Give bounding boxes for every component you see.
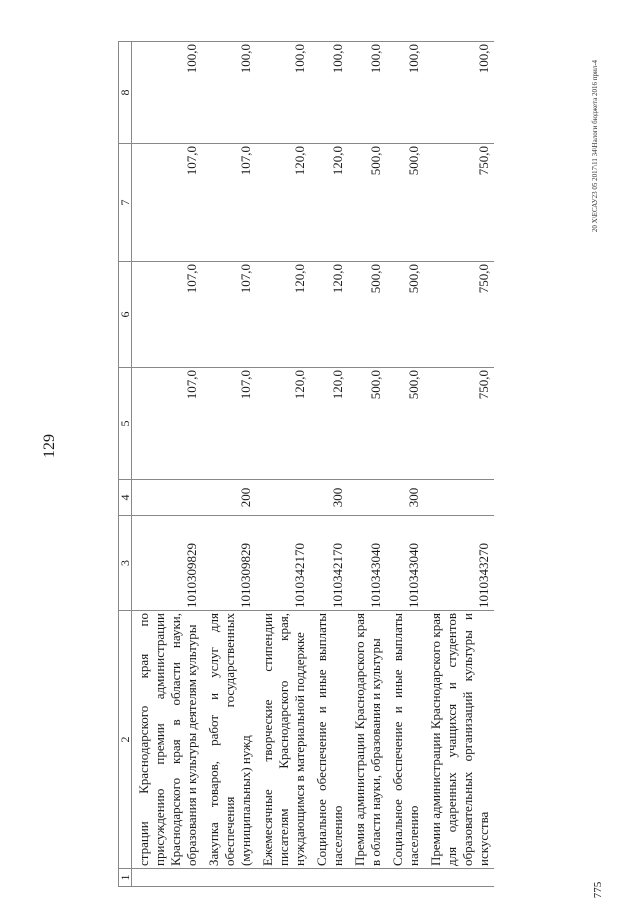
table-cell-v6: 120,0: [256, 262, 310, 368]
table-cell-vr: 300: [386, 480, 424, 516]
column-header: 5: [119, 368, 132, 480]
column-header: 1: [119, 869, 132, 887]
table-cell-vr: 300: [310, 480, 348, 516]
table-cell-v7: 500,0: [386, 144, 424, 262]
table-cell-vr: [424, 480, 494, 516]
column-header: 8: [119, 42, 132, 144]
budget-table-container: [118, 42, 543, 887]
table-cell-c1: [256, 869, 310, 887]
table-cell-v8: 100,0: [256, 42, 310, 144]
table-cell-v8: 100,0: [386, 42, 424, 144]
table-cell-code: 1010342170: [310, 516, 348, 611]
table-cell-c1: [202, 869, 256, 887]
table-cell-name: Закупка товаров, работ и услуг для обеспечения государственных (муниципальных) нужд: [202, 611, 256, 869]
table-cell-v5: 500,0: [348, 368, 386, 480]
table-cell-vr: [348, 480, 386, 516]
table-cell-v6: 107,0: [202, 262, 256, 368]
page-number: 129: [41, 434, 58, 458]
table-cell-v8: 100,0: [202, 42, 256, 144]
table-cell-v5: 750,0: [424, 368, 494, 480]
table-cell-vr: 200: [202, 480, 256, 516]
table-cell-v8: 100,0: [310, 42, 348, 144]
table-cell-v8: 100,0: [132, 42, 203, 144]
column-header: 4: [119, 480, 132, 516]
table-cell-v6: 500,0: [348, 262, 386, 368]
table-cell-c1: [310, 869, 348, 887]
table-cell-vr: [256, 480, 310, 516]
table-cell-v5: 120,0: [256, 368, 310, 480]
column-header: 6: [119, 262, 132, 368]
table-cell-code: 1010342170: [256, 516, 310, 611]
table-cell-v6: 750,0: [424, 262, 494, 368]
table-cell-v7: 120,0: [256, 144, 310, 262]
table-cell-name: Премия администрации Краснодарского края в области науки, образования и культуры: [348, 611, 386, 869]
table-cell-name: Премии администрации Краснодарского края для одаренных учащихся и студентов образовательных организаций культуры и искусства: [424, 611, 494, 869]
budget-table: [118, 41, 494, 887]
table-cell-v5: 107,0: [132, 368, 203, 480]
table-cell-c1: [348, 869, 386, 887]
table-row: [256, 42, 310, 887]
table-cell-code: 1010343040: [348, 516, 386, 611]
table-cell-code: 1010309829: [202, 516, 256, 611]
table-cell-v6: 120,0: [310, 262, 348, 368]
table-cell-c1: [386, 869, 424, 887]
margin-number: 775: [592, 881, 604, 899]
table-cell-code: 1010309829: [132, 516, 203, 611]
table-cell-v8: 100,0: [348, 42, 386, 144]
table-cell-v5: 500,0: [386, 368, 424, 480]
table-cell-v5: 120,0: [310, 368, 348, 480]
column-header: 3: [119, 516, 132, 611]
table-row: [310, 42, 348, 887]
table-cell-vr: [132, 480, 203, 516]
table-cell-c1: [424, 869, 494, 887]
table-cell-c1: [132, 869, 203, 887]
table-cell-v7: 120,0: [310, 144, 348, 262]
table-cell-name: Социальное обеспечение и иные выплаты населению: [386, 611, 424, 869]
table-cell-v5: 107,0: [202, 368, 256, 480]
table-cell-v7: 750,0: [424, 144, 494, 262]
table-cell-v7: 107,0: [202, 144, 256, 262]
table-row: [348, 42, 386, 887]
table-cell-name: Социальное обеспечение и иные выплаты населению: [310, 611, 348, 869]
table-cell-v6: 500,0: [386, 262, 424, 368]
column-header: 2: [119, 611, 132, 869]
table-cell-v6: 107,0: [132, 262, 203, 368]
table-cell-v7: 107,0: [132, 144, 203, 262]
document-stamp: 20 X\ЕСАУ23 05 2017\11 34\Налоги бюджета 2016 прил-4: [591, 59, 599, 233]
table-cell-code: 1010343270: [424, 516, 494, 611]
table-cell-v8: 100,0: [424, 42, 494, 144]
table-cell-code: 1010343040: [386, 516, 424, 611]
column-header: 7: [119, 144, 132, 262]
table-row: [132, 42, 203, 887]
table-header-row: [119, 42, 132, 887]
table-row: [386, 42, 424, 887]
table-row: [424, 42, 494, 887]
table-cell-v7: 500,0: [348, 144, 386, 262]
table-cell-name: Ежемесячные творческие стипендии писателям Краснодарского края, нуждающимся в материальной поддержке: [256, 611, 310, 869]
table-cell-name: страции Краснодарского края по присуждению премии администрации Краснодарского края в области науки, образования и культуры деятелям культуры: [132, 611, 203, 869]
table-row: [202, 42, 256, 887]
